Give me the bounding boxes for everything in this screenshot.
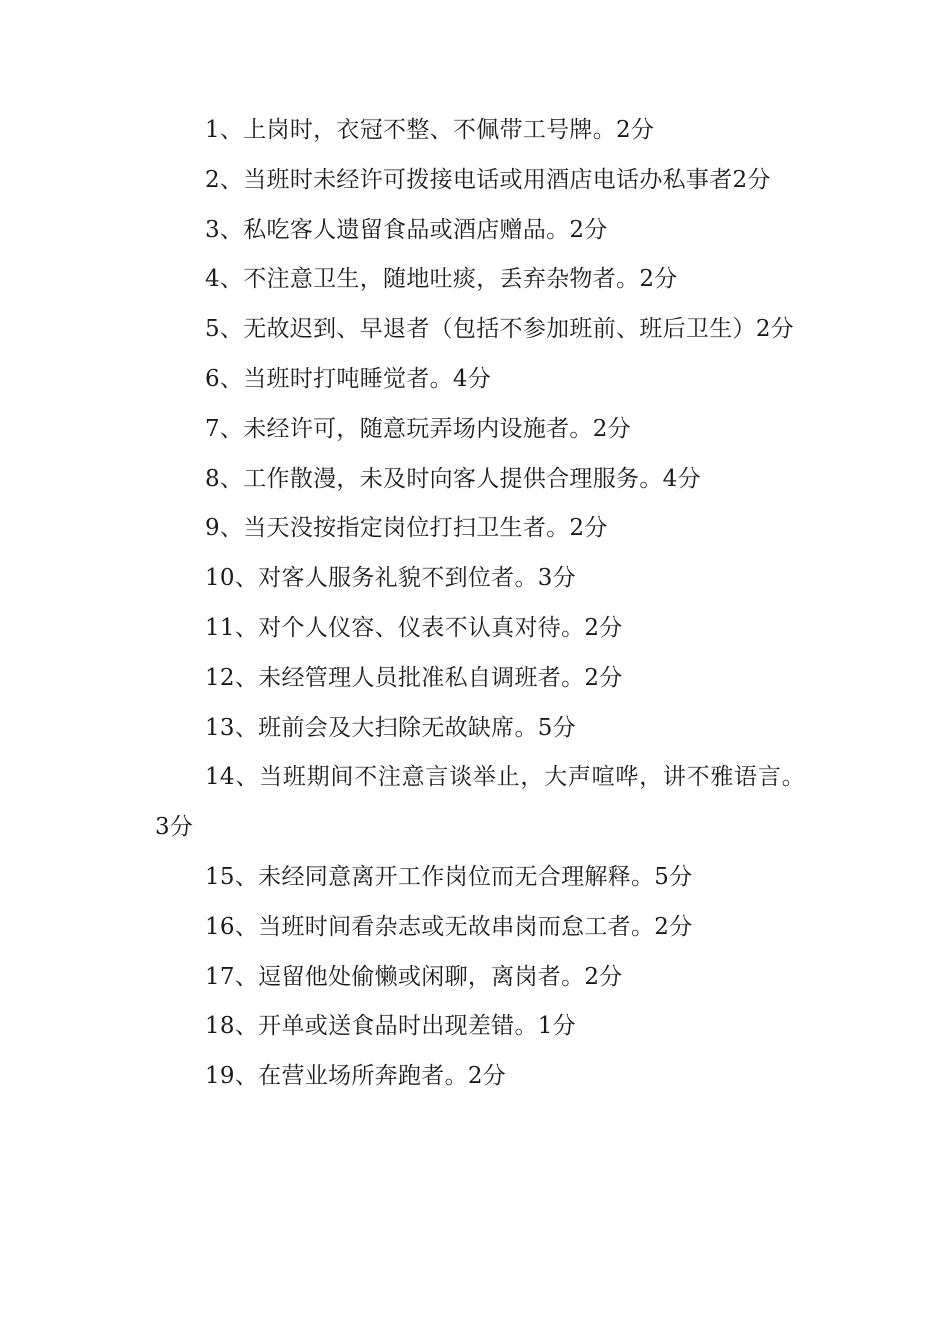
rule-item-10: 10、对客人服务礼貌不到位者。3分	[205, 565, 576, 592]
rule-item-3: 3、私吃客人遗留食品或酒店赠品。2分	[205, 216, 608, 243]
rule-item-16: 16、当班时间看杂志或无故串岗而怠工者。2分	[205, 913, 693, 940]
rule-item-2: 2、当班时未经许可拨接电话或用酒店电话办私事者2分	[205, 166, 771, 193]
rules-list	[155, 106, 805, 1102]
rule-item-9: 9、当天没按指定岗位打扫卫生者。2分	[205, 515, 608, 542]
rule-item-6: 6、当班时打吨睡觉者。4分	[205, 365, 492, 392]
rule-item-12: 12、未经管理人员批准私自调班者。2分	[205, 664, 623, 691]
rule-item-4: 4、不注意卫生，随地吐痰，丢弃杂物者。2分	[205, 266, 678, 293]
rule-item-8: 8、工作散漫，未及时向客人提供合理服务。4分	[205, 465, 701, 492]
rule-item-15: 15、未经同意离开工作岗位而无合理解释。5分	[205, 863, 693, 890]
rule-item-17: 17、逗留他处偷懒或闲聊，离岗者。2分	[205, 963, 623, 990]
rule-item-18: 18、开单或送食品时出现差错。1分	[205, 1013, 576, 1040]
rule-item-13: 13、班前会及大扫除无故缺席。5分	[205, 714, 576, 741]
rule-item-7: 7、未经许可，随意玩弄场内设施者。2分	[205, 415, 631, 442]
rule-item-11: 11、对个人仪容、仪表不认真对待。2分	[205, 614, 623, 641]
rule-item-14: 14、当班期间不注意言谈举止，大声喧哗，讲不雅语言。3分	[155, 764, 805, 841]
rule-item-5: 5、无故迟到、早退者（包括不参加班前、班后卫生）2分	[205, 316, 795, 343]
rule-item-19: 19、在营业场所奔跑者。2分	[205, 1063, 507, 1090]
rule-item-1: 1、上岗时，衣冠不整、不佩带工号牌。2分	[205, 117, 655, 143]
